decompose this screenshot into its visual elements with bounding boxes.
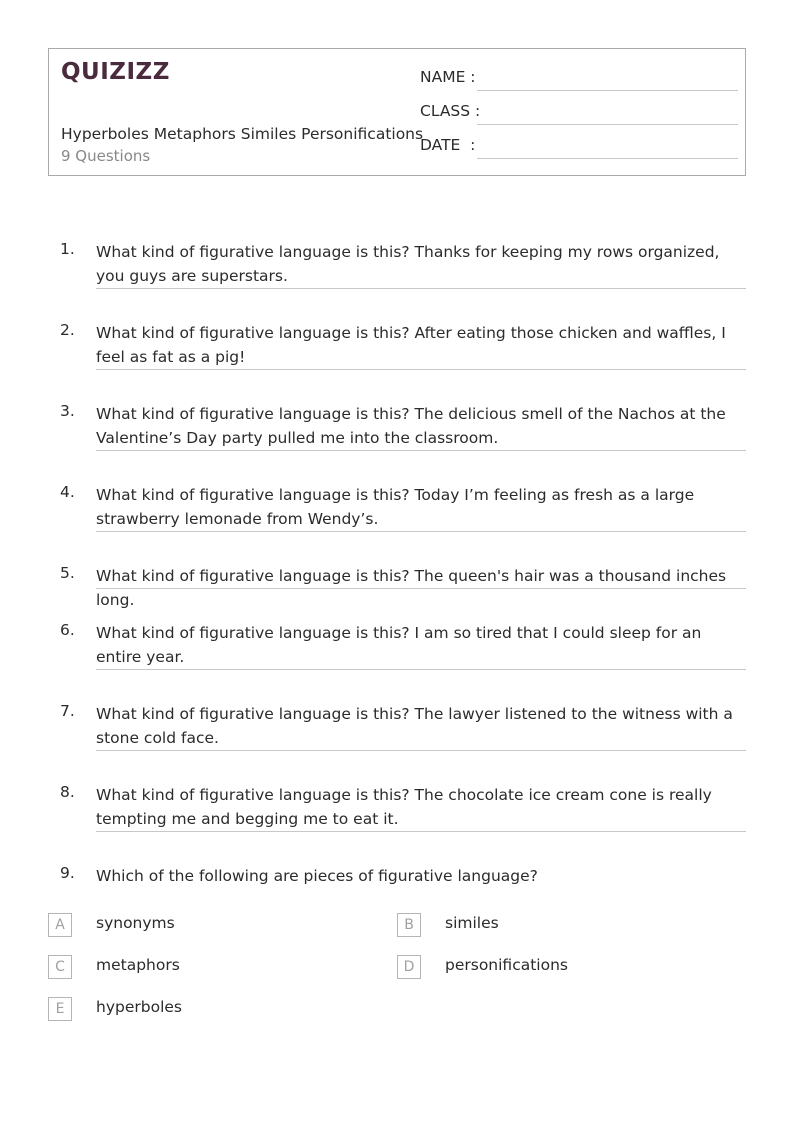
question-text: What kind of figurative language is this? Today I’m feeling as fresh as a large strawberry lemonade from Wendy’s. xyxy=(96,486,695,528)
answer-line[interactable] xyxy=(96,450,746,451)
question-text: What kind of figurative language is this? The chocolate ice cream cone is really tempting me and begging me to eat it. xyxy=(96,786,712,828)
question-text: What kind of figurative language is this? Thanks for keeping my rows organized, you guys are superstars. xyxy=(96,243,720,285)
question-text: What kind of figurative language is this? After eating those chicken and waffles, I feel as fat as a pig! xyxy=(96,324,726,366)
option-a[interactable] xyxy=(48,913,348,939)
answer-line[interactable] xyxy=(96,669,746,670)
answer-line[interactable] xyxy=(96,831,746,832)
question-number: 4. xyxy=(60,483,75,501)
option-checkbox[interactable]: A xyxy=(48,913,72,937)
question-number: 5. xyxy=(60,564,75,582)
question-number: 6. xyxy=(60,621,75,639)
option-label: synonyms xyxy=(96,914,175,932)
date-label: DATE : xyxy=(420,136,476,154)
question-number: 3. xyxy=(60,402,75,420)
date-line xyxy=(477,158,738,159)
question-number: 9. xyxy=(60,864,75,882)
date-field[interactable] xyxy=(420,136,735,160)
question-text: Which of the following are pieces of figurative language? xyxy=(96,867,538,885)
option-d[interactable] xyxy=(397,955,697,981)
option-checkbox[interactable]: D xyxy=(397,955,421,979)
worksheet-header xyxy=(48,48,746,176)
name-line xyxy=(477,90,738,91)
option-b[interactable] xyxy=(397,913,697,939)
question-number: 8. xyxy=(60,783,75,801)
option-checkbox[interactable]: B xyxy=(397,913,421,937)
question-number: 7. xyxy=(60,702,75,720)
option-label: personifications xyxy=(445,956,568,974)
option-checkbox[interactable]: C xyxy=(48,955,72,979)
option-c[interactable] xyxy=(48,955,348,981)
question-count: 9 Questions xyxy=(61,147,151,165)
class-label: CLASS : xyxy=(420,102,481,120)
class-line xyxy=(477,124,738,125)
answer-line[interactable] xyxy=(96,750,746,751)
quizizz-logo: QUIZIZZ xyxy=(61,59,170,85)
question-text: What kind of figurative language is this? The lawyer listened to the witness with a stone cold face. xyxy=(96,705,733,747)
question-text: What kind of figurative language is this? The delicious smell of the Nachos at the Valentine’s Day party pulled me into the classroom. xyxy=(96,405,726,447)
question-text: What kind of figurative language is this? The queen's hair was a thousand inches long. xyxy=(96,567,727,609)
option-label: metaphors xyxy=(96,956,180,974)
option-e[interactable] xyxy=(48,997,348,1023)
class-field[interactable] xyxy=(420,102,735,126)
option-label: similes xyxy=(445,914,499,932)
question-number: 1. xyxy=(60,240,75,258)
option-label: hyperboles xyxy=(96,998,182,1016)
question-text: What kind of figurative language is this? I am so tired that I could sleep for an entire year. xyxy=(96,624,702,666)
worksheet-title: Hyperboles Metaphors Similes Personifications xyxy=(61,125,424,143)
answer-line[interactable] xyxy=(96,288,746,289)
name-field[interactable] xyxy=(420,68,735,92)
name-label: NAME : xyxy=(420,68,476,86)
answer-line[interactable] xyxy=(96,588,746,589)
option-checkbox[interactable]: E xyxy=(48,997,72,1021)
question-number: 2. xyxy=(60,321,75,339)
answer-line[interactable] xyxy=(96,369,746,370)
answer-line[interactable] xyxy=(96,531,746,532)
